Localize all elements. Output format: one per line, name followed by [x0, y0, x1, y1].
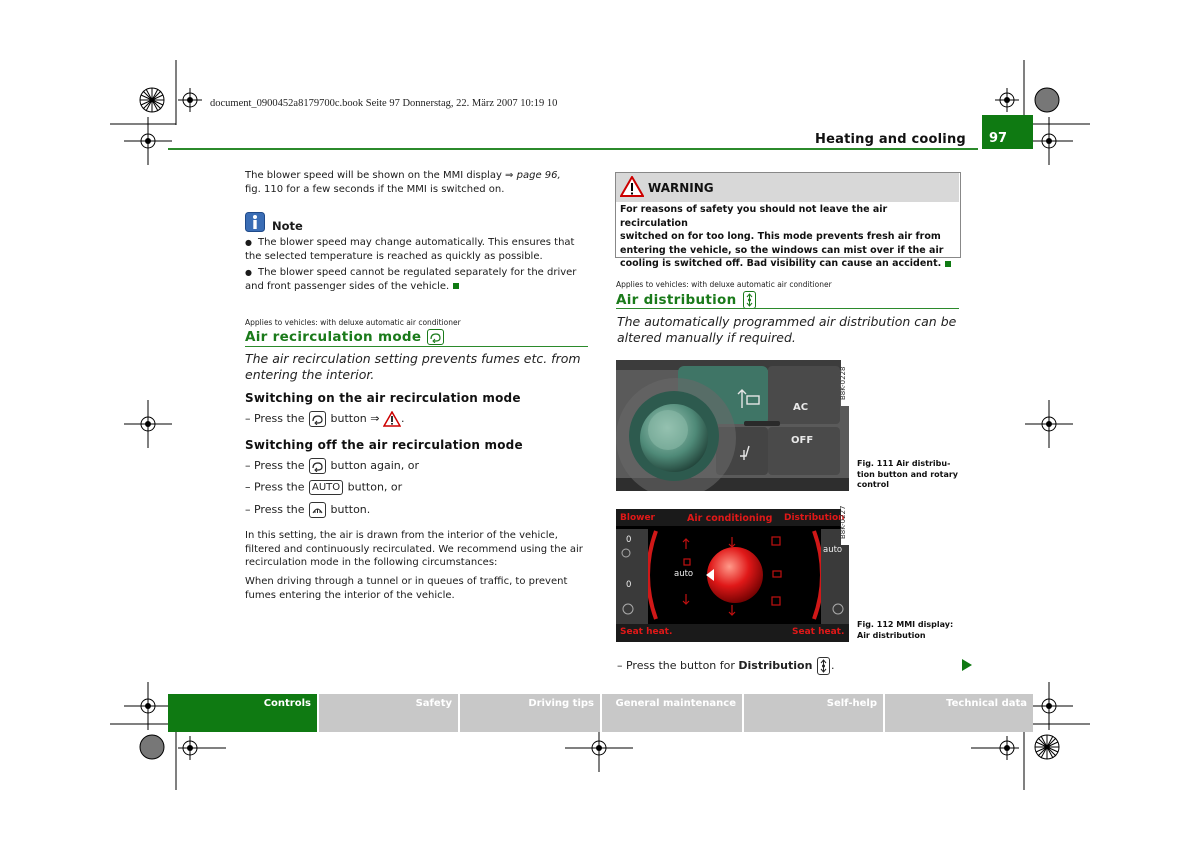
continue-arrow-icon	[962, 659, 972, 671]
warning-triangle-icon	[620, 176, 644, 197]
blower-text-2: fig. 110 for a few seconds if the MMI is switched on.	[245, 183, 505, 195]
warning-line-1: For reasons of safety you should not leave the air recirculation	[620, 204, 888, 229]
file-info-line: document_0900452a8179700c.book Seite 97 Donnerstag, 22. März 2007 10:19 10	[210, 98, 558, 109]
caption-line-1: Fig. 112 MMI display:	[857, 620, 954, 629]
switch-on-heading: Switching on the air recirculation mode	[245, 391, 521, 405]
recirculation-button-icon	[309, 411, 326, 427]
recirculation-button-icon	[309, 458, 326, 474]
end-square-icon	[945, 261, 951, 267]
seat-heat-right-label: Seat heat.	[792, 627, 845, 637]
step-period: .	[401, 412, 405, 425]
page-number: 97	[989, 131, 1008, 146]
step-text: – Press the button for	[617, 659, 735, 672]
distribution-step	[617, 657, 834, 675]
para1-line2: filtered and continuously recirculated. We recommend using the air	[245, 543, 583, 555]
blower-paragraph	[245, 169, 590, 196]
note-bullet-2: ● The blower speed cannot be regulated separately for the driver and front passenger sides of the vehicle.	[245, 267, 577, 292]
step-text-2: button, or	[347, 480, 403, 494]
blower-label: Blower	[620, 513, 655, 523]
warning-line-3: entering the vehicle, so the windows can mist over if the air	[620, 244, 944, 256]
figure-code: B8K-0227	[839, 505, 847, 539]
info-icon	[245, 212, 265, 232]
distribution-label: Distribution	[784, 513, 845, 523]
chapter-tabs	[168, 694, 1033, 732]
figure-112-mmi-display	[616, 505, 849, 642]
air-conditioning-label: Air conditioning	[687, 513, 773, 524]
step-text: – Press the	[245, 459, 305, 472]
switch-off-step-3	[245, 502, 370, 518]
step-text-2: button.	[330, 503, 371, 516]
intro-line-2: altered manually if required.	[617, 330, 796, 345]
figure-111-photo	[616, 360, 849, 491]
step-period: .	[830, 659, 835, 672]
recirculation-paragraph-1	[245, 529, 595, 570]
para2-line2: fumes entering the interior of the vehicle.	[245, 589, 455, 601]
note-title: Note	[272, 219, 303, 233]
end-square-icon	[453, 283, 459, 289]
intro-line-2: entering the interior.	[245, 367, 375, 382]
warning-line-2: switched on for too long. This mode prevents fresh air from	[620, 231, 941, 242]
tab-controls[interactable]: Controls	[168, 694, 317, 732]
intro-line-1: The automatically programmed air distribution can be	[617, 314, 957, 329]
blower-zero-2: 0	[626, 580, 632, 590]
distribution-heading-text: Air distribution	[616, 292, 737, 308]
switch-off-step-2	[245, 480, 402, 495]
step-text: – Press the	[245, 412, 305, 425]
figure-111-caption	[857, 459, 967, 491]
switch-off-heading: Switching off the air recirculation mode	[245, 438, 523, 452]
note-b2-line2: and front passenger sides of the vehicle.	[245, 280, 450, 292]
step-text: – Press the	[245, 480, 305, 494]
step-bold: Distribution	[738, 659, 813, 672]
switch-off-step-1	[245, 458, 419, 474]
tab-general-maintenance[interactable]: General maintenance	[602, 694, 742, 732]
para1-line1: In this setting, the air is drawn from the interior of the vehicle,	[245, 530, 558, 541]
auto-key: AUTO	[309, 480, 343, 495]
recirculation-intro	[245, 351, 590, 383]
warning-title: WARNING	[648, 181, 714, 195]
note-bullet-1: ● The blower speed may change automatically. This ensures that the selected temperature is reached as quickly as possible.	[245, 236, 590, 263]
caption-line-2: Air distribution	[857, 630, 926, 640]
warning-line-4: cooling is switched off. Bad visibility can cause an accident.	[620, 258, 942, 269]
intro-line-1: The air recirculation setting prevents fumes etc. from	[245, 351, 581, 366]
figure-code: B8K-0228	[839, 366, 847, 400]
distribution-icon	[743, 291, 756, 309]
blower-text: The blower speed will be shown on the MMI display ⇒	[245, 170, 514, 181]
defrost-button-icon	[309, 502, 326, 518]
tab-driving-tips[interactable]: Driving tips	[460, 694, 600, 732]
warning-text	[620, 203, 955, 271]
section-title: Heating and cooling	[815, 132, 966, 147]
caption-line-2: tion button and rotary	[857, 469, 959, 479]
tab-technical-data[interactable]: Technical data	[885, 694, 1033, 732]
heading-rule	[245, 346, 588, 347]
para2-line1: When driving through a tunnel or in queues of traffic, to prevent	[245, 576, 568, 587]
header-rule	[168, 148, 978, 150]
step-text: – Press the	[245, 503, 305, 516]
figure-112-caption	[857, 620, 967, 641]
ac-button-label: AC	[793, 402, 809, 413]
recirculation-heading	[245, 329, 445, 345]
switch-on-step	[245, 411, 405, 427]
caption-line-1: Fig. 111 Air distribu-	[857, 459, 951, 468]
recirculation-heading-text: Air recirculation mode	[245, 329, 422, 345]
distribution-intro	[617, 314, 962, 346]
step-text-2: button ⇒	[330, 412, 380, 425]
distribution-heading	[616, 291, 757, 309]
applies-note-right: Applies to vehicles: with deluxe automatic air conditioner	[616, 280, 832, 289]
seat-heat-left-label: Seat heat.	[620, 627, 673, 637]
note-b1-line1: The blower speed may change automatically. This ensures that	[257, 237, 575, 248]
tab-self-help[interactable]: Self-help	[744, 694, 883, 732]
page-link[interactable]: page 96,	[516, 170, 561, 181]
warning-triangle-icon	[383, 411, 401, 427]
note-b1-line2: the selected temperature is reached as quickly as possible.	[245, 250, 543, 262]
auto-center-label: auto	[674, 569, 694, 579]
heading-rule	[616, 308, 959, 309]
auto-right-label: auto	[823, 545, 843, 555]
step-text-2: button again, or	[330, 459, 420, 472]
blower-zero-1: 0	[626, 535, 632, 545]
note-b2-line1: The blower speed cannot be regulated separately for the driver	[257, 267, 577, 278]
tab-safety[interactable]: Safety	[319, 694, 458, 732]
para1-line3: recirculation mode in the following circumstances:	[245, 557, 498, 568]
distribution-button-icon	[817, 657, 830, 675]
recirculation-icon	[427, 329, 444, 345]
applies-note: Applies to vehicles: with deluxe automatic air conditioner	[245, 318, 461, 327]
caption-line-3: control	[857, 480, 889, 489]
recirculation-paragraph-2	[245, 575, 595, 602]
off-button-label: OFF	[791, 435, 814, 446]
page-number-box	[982, 115, 1033, 149]
